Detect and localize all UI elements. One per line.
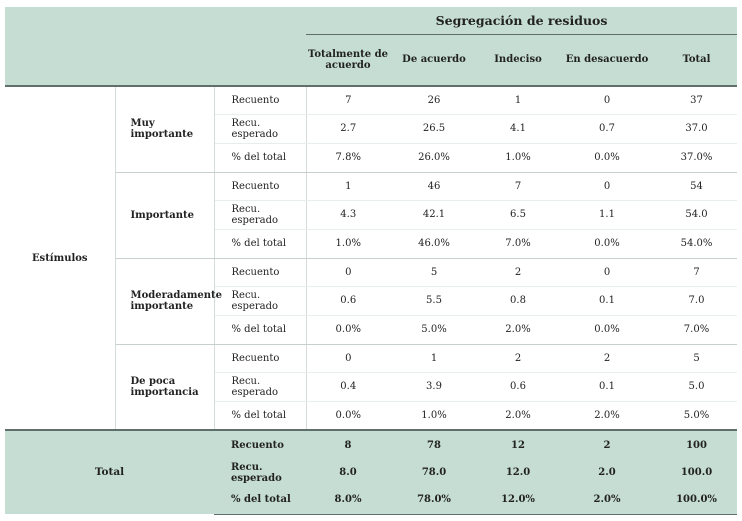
column-header: Indeciso — [478, 34, 558, 86]
value-cell: 0.1 — [558, 286, 656, 315]
value-cell: 7.0% — [656, 315, 737, 344]
total-value-cell: 78 — [390, 430, 478, 459]
total-value-cell: 78.0 — [390, 459, 478, 486]
measure-label: Recuento — [214, 430, 306, 459]
value-cell: 37 — [656, 86, 737, 114]
value-cell: 2 — [558, 344, 656, 372]
value-cell: 7.8% — [306, 143, 390, 172]
value-cell: 2 — [478, 344, 558, 372]
measure-label: Recu. esperado — [214, 286, 306, 315]
value-cell: 0.0% — [558, 229, 656, 258]
total-value-cell: 2 — [558, 430, 656, 459]
total-value-cell: 8.0% — [306, 486, 390, 514]
value-cell: 5 — [656, 344, 737, 372]
value-cell: 7.0% — [478, 229, 558, 258]
value-cell: 5 — [390, 258, 478, 286]
measure-label: % del total — [214, 229, 306, 258]
table-row — [5, 172, 737, 200]
value-cell: 2.0% — [478, 315, 558, 344]
table-row — [5, 344, 737, 372]
value-cell: 1.0% — [306, 229, 390, 258]
value-cell: 7 — [656, 258, 737, 286]
value-cell: 1 — [306, 172, 390, 200]
value-cell: 54.0 — [656, 200, 737, 229]
crosstab-body — [5, 7, 737, 514]
value-cell: 37.0% — [656, 143, 737, 172]
column-header: Total — [656, 34, 737, 86]
value-cell: 46 — [390, 172, 478, 200]
total-value-cell: 12.0 — [478, 459, 558, 486]
value-cell: 2.0% — [558, 401, 656, 430]
value-cell: 0.0% — [558, 315, 656, 344]
measure-label: % del total — [214, 401, 306, 430]
value-cell: 7 — [478, 172, 558, 200]
value-cell: 7 — [306, 86, 390, 114]
total-value-cell: 2.0% — [558, 486, 656, 514]
value-cell: 0 — [306, 258, 390, 286]
value-cell: 5.0 — [656, 372, 737, 401]
value-cell: 54.0% — [656, 229, 737, 258]
table-row — [5, 258, 737, 286]
crosstab-table — [5, 7, 737, 515]
header-title: Segregación de residuos — [306, 7, 737, 34]
value-cell: 7.0 — [656, 286, 737, 315]
value-cell: 2 — [478, 258, 558, 286]
value-cell: 0.8 — [478, 286, 558, 315]
level-label: Moderadamente importante — [115, 258, 214, 344]
measure-label: Recuento — [214, 172, 306, 200]
value-cell: 26.0% — [390, 143, 478, 172]
header-corner-lower — [5, 34, 306, 86]
value-cell: 0.6 — [478, 372, 558, 401]
row-group-label: Estímulos — [5, 86, 115, 430]
value-cell: 26.5 — [390, 114, 478, 143]
total-label: Total — [5, 430, 214, 514]
measure-label: % del total — [214, 315, 306, 344]
measure-label: Recuento — [214, 258, 306, 286]
value-cell: 46.0% — [390, 229, 478, 258]
value-cell: 0.0% — [558, 143, 656, 172]
value-cell: 26 — [390, 86, 478, 114]
total-value-cell: 12 — [478, 430, 558, 459]
header-title-row — [5, 7, 737, 34]
value-cell: 54 — [656, 172, 737, 200]
value-cell: 0.0% — [306, 401, 390, 430]
value-cell: 1 — [478, 86, 558, 114]
measure-label: Recu. esperado — [214, 114, 306, 143]
value-cell: 0.4 — [306, 372, 390, 401]
table-row — [5, 86, 737, 114]
total-value-cell: 78.0% — [390, 486, 478, 514]
measure-label: Recuento — [214, 344, 306, 372]
header-columns-row — [5, 34, 737, 86]
level-label: Importante — [115, 172, 214, 258]
total-value-cell: 100 — [656, 430, 737, 459]
total-row — [5, 430, 737, 459]
value-cell: 0 — [558, 172, 656, 200]
header-corner — [5, 7, 306, 34]
value-cell: 3.9 — [390, 372, 478, 401]
value-cell: 1 — [390, 344, 478, 372]
value-cell: 5.0% — [656, 401, 737, 430]
total-value-cell: 2.0 — [558, 459, 656, 486]
column-header: En desacuerdo — [558, 34, 656, 86]
value-cell: 1.0% — [478, 143, 558, 172]
value-cell: 0.7 — [558, 114, 656, 143]
level-label: Muy importante — [115, 86, 214, 172]
measure-label: % del total — [214, 143, 306, 172]
value-cell: 6.5 — [478, 200, 558, 229]
value-cell: 1.1 — [558, 200, 656, 229]
value-cell: 2.0% — [478, 401, 558, 430]
total-value-cell: 8.0 — [306, 459, 390, 486]
value-cell: 37.0 — [656, 114, 737, 143]
measure-label: % del total — [214, 486, 306, 514]
value-cell: 1.0% — [390, 401, 478, 430]
value-cell: 2.7 — [306, 114, 390, 143]
level-label: De poca importancia — [115, 344, 214, 430]
value-cell: 0.1 — [558, 372, 656, 401]
measure-label: Recu. esperado — [214, 200, 306, 229]
measure-label: Recuento — [214, 86, 306, 114]
value-cell: 4.1 — [478, 114, 558, 143]
column-header: Totalmente de acuerdo — [306, 34, 390, 86]
measure-label: Recu. esperado — [214, 372, 306, 401]
value-cell: 0.0% — [306, 315, 390, 344]
value-cell: 0.6 — [306, 286, 390, 315]
total-value-cell: 100.0 — [656, 459, 737, 486]
total-value-cell: 100.0% — [656, 486, 737, 514]
total-value-cell: 12.0% — [478, 486, 558, 514]
value-cell: 42.1 — [390, 200, 478, 229]
value-cell: 0 — [306, 344, 390, 372]
value-cell: 4.3 — [306, 200, 390, 229]
measure-label: Recu. esperado — [214, 459, 306, 486]
value-cell: 5.5 — [390, 286, 478, 315]
value-cell: 0 — [558, 86, 656, 114]
total-value-cell: 8 — [306, 430, 390, 459]
column-header: De acuerdo — [390, 34, 478, 86]
value-cell: 0 — [558, 258, 656, 286]
value-cell: 5.0% — [390, 315, 478, 344]
